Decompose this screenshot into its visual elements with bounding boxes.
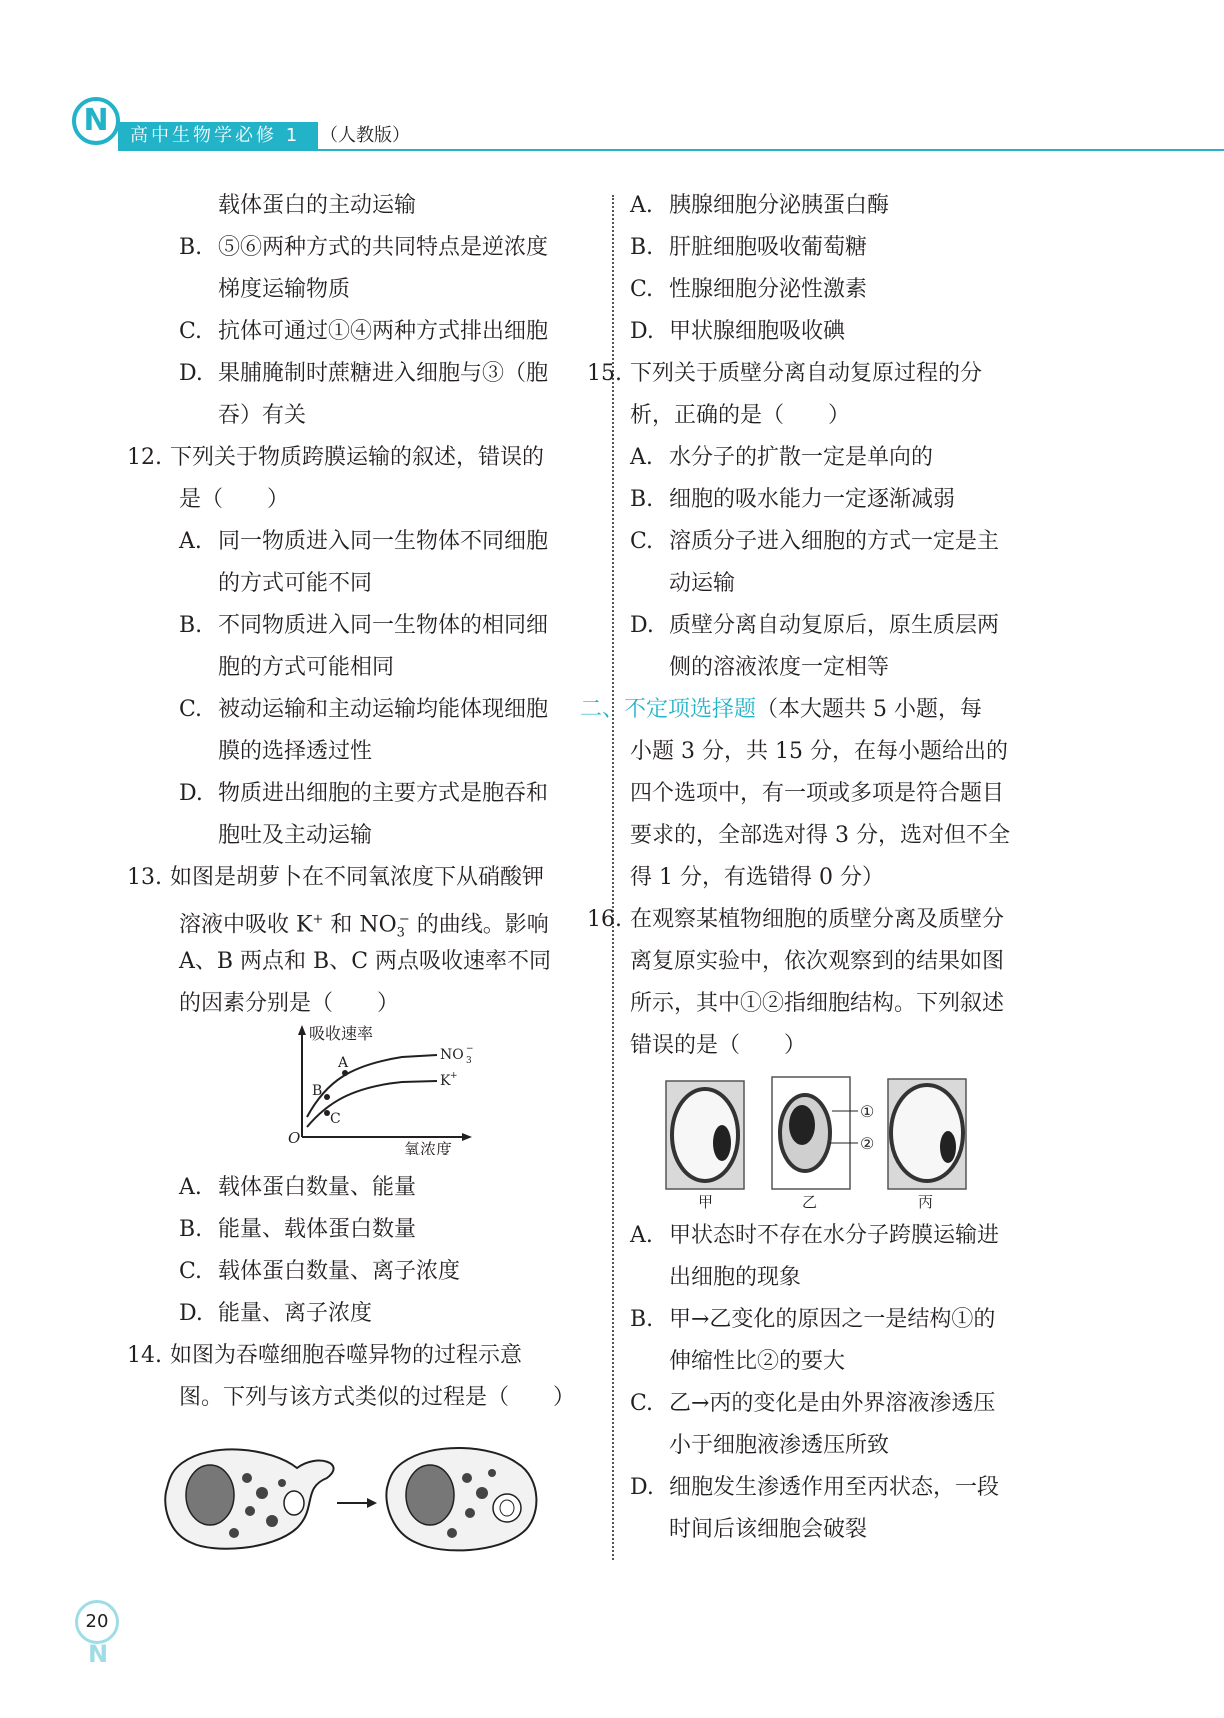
point-b — [324, 1094, 330, 1100]
q12-option-d: D. 物质进出细胞的主要方式是胞吞和 — [179, 781, 549, 806]
q13-stem-cont2: A、B 两点和 B、C 两点吸收速率不同 — [179, 949, 552, 974]
section2-instructions: 得 1 分，有选错得 0 分） — [630, 865, 884, 890]
q15-stem-cont: 析，正确的是（ ） — [630, 403, 851, 428]
cell-jia-nucleus — [713, 1125, 731, 1161]
q12-option-b: B. 不同物质进入同一生物体的相同细 — [179, 613, 549, 638]
q15-option-a: A. 水分子的扩散一定是单向的 — [630, 445, 934, 470]
cell-yi-vacuole — [789, 1105, 815, 1145]
footer-logo-letter: N — [88, 1640, 109, 1668]
logo-icon — [72, 97, 120, 145]
plasmolysis-figure — [630, 1075, 1100, 1215]
q16-option-d: D. 细胞发生渗透作用至丙状态，一段 — [630, 1475, 1000, 1500]
q16-option-d-cont: 时间后该细胞会破裂 — [669, 1517, 868, 1542]
point-b-label: B — [312, 1083, 323, 1099]
right-column — [580, 185, 1100, 1551]
cell-label-bing: 丙 — [918, 1193, 934, 1211]
q13-option-b: B. 能量、载体蛋白数量 — [179, 1217, 417, 1242]
header-rule — [118, 149, 1224, 151]
q12-stem: 12. 下列关于物质跨膜运输的叙述，错误的 — [127, 445, 545, 470]
marker1-label: ① — [860, 1102, 875, 1121]
cell-bing-protoplast — [891, 1085, 963, 1181]
granule — [256, 1487, 268, 1499]
q16-option-a-cont: 出细胞的现象 — [669, 1265, 802, 1290]
logo-letter: N — [83, 103, 109, 138]
q12-option-b-cont: 胞的方式可能相同 — [218, 655, 395, 680]
q14-option-d: D. 甲状腺细胞吸收碘 — [630, 319, 846, 344]
book-title: 高中生物学必修 1 — [118, 122, 318, 150]
q11-option-c: C. 抗体可通过①④两种方式排出细胞 — [179, 319, 549, 344]
granule — [476, 1487, 488, 1499]
origin-label: O — [288, 1129, 301, 1147]
series-no3-label: NO — [440, 1047, 464, 1063]
q13-stem-cont3: 的因素分别是（ ） — [179, 991, 400, 1016]
q16-stem: 16. 在观察某植物细胞的质壁分离及质壁分 — [587, 907, 1005, 932]
q14-option-c: C. 性腺细胞分泌性激素 — [630, 277, 868, 302]
granule — [488, 1469, 496, 1477]
section2-instructions: 小题 3 分，共 15 分，在每小题给出的 — [630, 739, 1008, 764]
engulfed-particle — [500, 1500, 514, 1516]
phagocytosis-figure — [122, 1433, 592, 1563]
q12-option-d-cont: 胞吐及主动运输 — [218, 823, 373, 848]
q11-option-b: B. ⑤⑥两种方式的共同特点是逆浓度 — [179, 235, 549, 260]
q14-option-a: A. 胰腺细胞分泌胰蛋白酶 — [630, 193, 890, 218]
q13-option-a: A. 载体蛋白数量、能量 — [179, 1175, 417, 1200]
q12-option-a: A. 同一物质进入同一生物体不同细胞 — [179, 529, 549, 554]
series-no3-sup: − — [466, 1044, 474, 1054]
k-curve — [307, 1081, 437, 1127]
plasmolysis-svg — [630, 1075, 1100, 1215]
granule — [266, 1515, 278, 1527]
series-no3-sub: 3 — [466, 1056, 472, 1066]
point-a-label: A — [338, 1055, 349, 1071]
granule — [245, 1506, 255, 1516]
q16-option-a: A. 甲状态时不存在水分子跨膜运输进 — [630, 1223, 1000, 1248]
cell-label-jia: 甲 — [698, 1193, 714, 1211]
page-header — [0, 92, 1224, 152]
series-k-label: K — [440, 1073, 451, 1089]
cell-before-nucleus — [186, 1465, 234, 1525]
q11-option-a-tail: 载体蛋白的主动运输 — [218, 193, 417, 218]
granule — [447, 1528, 457, 1538]
q12-option-c-cont: 膜的选择透过性 — [218, 739, 373, 764]
spacer — [122, 1155, 592, 1167]
q13-stem: 13. 如图是胡萝卜在不同氧浓度下从硝酸钾 — [127, 865, 545, 890]
q11-option-d-cont: 吞）有关 — [218, 403, 307, 428]
q13-stem-cont: 溶液中吸收 K+ 和 $NO_3^-$ 的曲线。影响 — [179, 912, 549, 941]
y-axis-label: 吸收速率 — [309, 1025, 374, 1043]
left-column — [122, 185, 592, 1563]
granule — [229, 1528, 239, 1538]
q16-option-c: C. 乙→丙的变化是由外界溶液渗透压 — [630, 1391, 996, 1416]
point-c-label: C — [330, 1111, 341, 1127]
q15-option-c-cont: 动运输 — [669, 571, 736, 596]
y-axis-arrow — [298, 1025, 306, 1035]
q14-stem: 14. 如图为吞噬细胞吞噬异物的过程示意 — [127, 1343, 523, 1368]
absorption-graph-svg — [122, 1025, 592, 1155]
granule — [465, 1508, 475, 1518]
q14-option-b: B. 肝脏细胞吸收葡萄糖 — [630, 235, 868, 260]
granule — [278, 1479, 286, 1487]
section2-instructions: 要求的，全部选对得 3 分，选对但不全 — [630, 823, 1010, 848]
q13-option-c: C. 载体蛋白数量、离子浓度 — [179, 1259, 461, 1284]
q16-option-c-cont: 小于细胞液渗透压所致 — [669, 1433, 890, 1458]
q12-stem-cont: 是（ ） — [179, 487, 290, 512]
cell-bing-nucleus — [940, 1131, 956, 1163]
column-divider — [612, 195, 614, 1560]
cell-after-nucleus — [406, 1465, 454, 1525]
granule — [242, 1473, 252, 1483]
foreign-particle — [284, 1491, 304, 1515]
q15-option-d: D. 质壁分离自动复原后，原生质层两 — [630, 613, 1000, 638]
section2-instructions: 四个选项中，有一项或多项是符合题目 — [630, 781, 1005, 806]
x-axis-label: 氧浓度 — [404, 1140, 453, 1155]
cell-label-yi: 乙 — [802, 1193, 818, 1211]
series-k-sup: + — [450, 1071, 458, 1081]
q12-option-a-cont: 的方式可能不同 — [218, 571, 373, 596]
granule — [462, 1473, 472, 1483]
q14-stem-cont: 图。下列与该方式类似的过程是（ ） — [179, 1385, 576, 1410]
edition-label: （人教版） — [320, 125, 410, 146]
q16-stem-cont: 离复原实验中，依次观察到的结果如图 — [630, 949, 1005, 974]
process-arrow-head — [367, 1498, 377, 1508]
q12-option-c: C. 被动运输和主动运输均能体现细胞 — [179, 697, 549, 722]
q15-option-d-cont: 侧的溶液浓度一定相等 — [669, 655, 890, 680]
q16-option-b: B. 甲→乙变化的原因之一是结构①的 — [630, 1307, 996, 1332]
q15-option-b: B. 细胞的吸水能力一定逐渐减弱 — [630, 487, 956, 512]
q13-option-d: D. 能量、离子浓度 — [179, 1301, 373, 1326]
q16-option-b-cont: 伸缩性比②的要大 — [669, 1349, 846, 1374]
page-number: 20 — [75, 1600, 119, 1644]
phagocytosis-svg — [122, 1433, 592, 1563]
q15-stem: 15. 下列关于质壁分离自动复原过程的分 — [587, 361, 983, 386]
marker2-label: ② — [860, 1134, 875, 1153]
x-axis-arrow — [462, 1133, 472, 1141]
section2-heading: 二、不定项选择题（本大题共 5 小题，每 — [580, 697, 982, 722]
q11-option-d: D. 果脯腌制时蔗糖进入细胞与③（胞 — [179, 361, 549, 386]
absorption-graph — [122, 1025, 592, 1155]
q16-stem-cont: 所示，其中①②指细胞结构。下列叙述 — [630, 991, 1005, 1016]
q16-stem-cont: 错误的是（ ） — [630, 1033, 807, 1058]
q15-option-c: C. 溶质分子进入细胞的方式一定是主 — [630, 529, 1000, 554]
q11-option-b-cont: 梯度运输物质 — [218, 277, 351, 302]
